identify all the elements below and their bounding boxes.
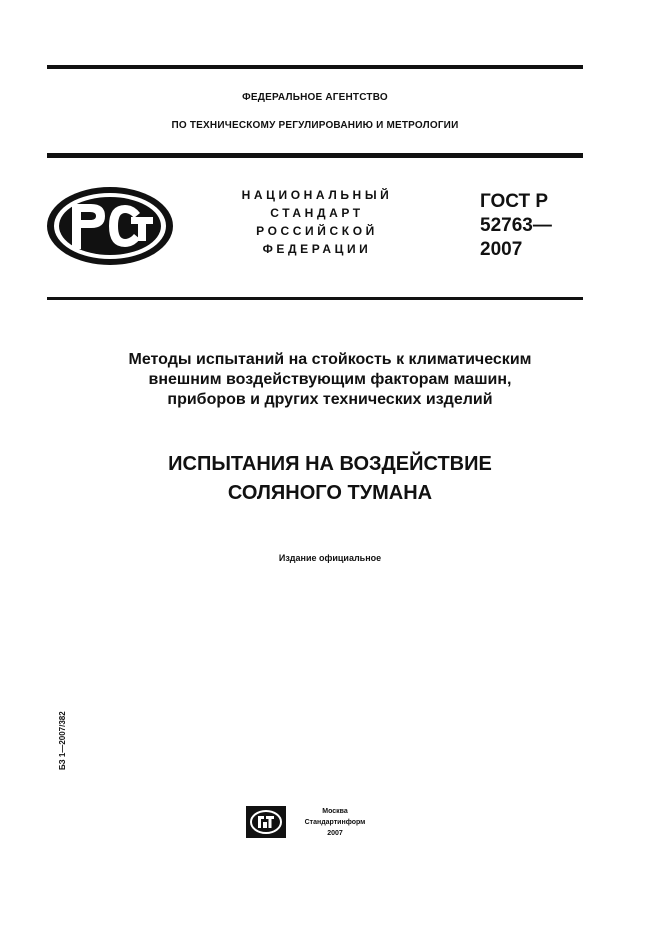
document-title <box>40 350 620 410</box>
title-line: внешним воздействующим факторам машин, <box>148 371 512 388</box>
side-code: БЗ 1—2007/382 <box>58 711 67 770</box>
publisher-year: 2007 <box>327 830 343 837</box>
agency-line-2: ПО ТЕХНИЧЕСКОМУ РЕГУЛИРОВАНИЮ И МЕТРОЛОГИИ <box>171 120 459 131</box>
subtitle-line: ИСПЫТАНИЯ НА ВОЗДЕЙСТВИЕ <box>168 453 492 475</box>
publisher-city: Москва <box>322 808 348 815</box>
gost-designation <box>480 190 552 262</box>
edition-label: Издание официальное <box>278 553 382 563</box>
national-line: НАЦИОНАЛЬНЫЙ <box>241 188 393 202</box>
national-line: СТАНДАРТ <box>270 206 364 220</box>
national-standard-label <box>222 186 412 258</box>
national-line: ФЕДЕРАЦИИ <box>262 242 372 256</box>
lower-rule <box>47 297 583 300</box>
gost-year: 2007 <box>480 239 523 260</box>
gost-line: ГОСТ Р <box>480 191 549 212</box>
national-line: РОССИЙСКОЙ <box>256 224 378 238</box>
gost-number: 52763— <box>480 215 552 236</box>
top-rule <box>47 65 583 69</box>
gost-r-certification-mark-icon <box>45 185 175 267</box>
publisher-name: Стандартинформ <box>304 819 366 826</box>
document-subtitle <box>40 450 620 508</box>
middle-rule <box>47 153 583 158</box>
title-line: приборов и других технических изделий <box>167 391 493 408</box>
subtitle-line: СОЛЯНОГО ТУМАНА <box>227 482 433 504</box>
agency-line-1: ФЕДЕРАЛЬНОЕ АГЕНТСТВО <box>242 92 388 103</box>
standartinform-logo-icon <box>246 806 286 838</box>
publisher-block <box>292 806 378 839</box>
title-line: Методы испытаний на стойкость к климатическим <box>128 351 532 368</box>
